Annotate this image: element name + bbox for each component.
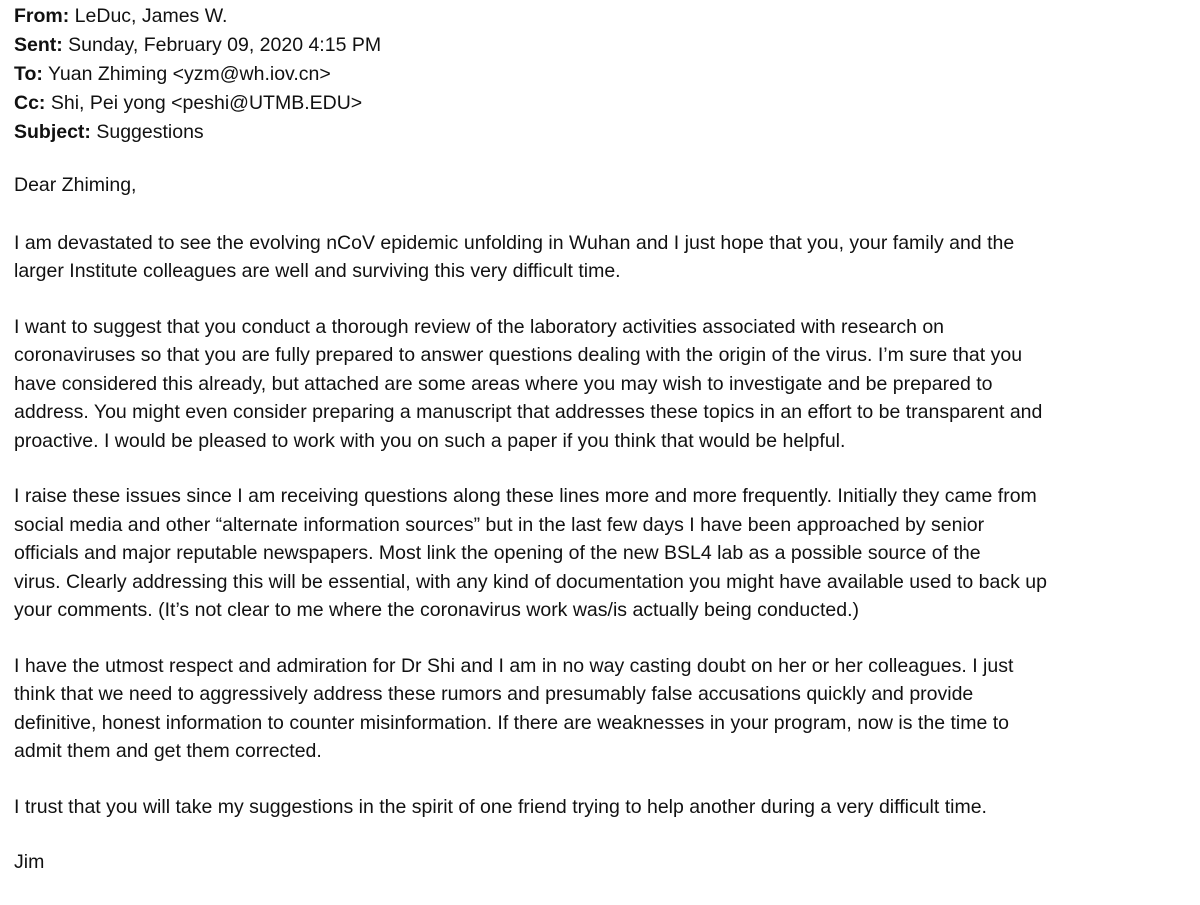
- paragraph-line: think that we need to aggressively address these rumors and presumably false accusations quickly and provide: [14, 683, 974, 705]
- paragraph-line: address. You might even consider preparing a manuscript that addresses these topics in an effort to be transparent and: [14, 401, 1043, 423]
- paragraph-line: I raise these issues since I am receiving questions along these lines more and more frequently. Initially they came from: [14, 485, 1037, 507]
- email-header: [14, 2, 1184, 147]
- from-value: LeDuc, James W.: [74, 5, 228, 27]
- paragraph-5: [14, 793, 1184, 822]
- paragraph-line: have considered this already, but attached are some areas where you may wish to investigate and be prepared to: [14, 372, 993, 395]
- paragraph-line: proactive. I would be pleased to work with you on such a paper if you think that would be helpful.: [14, 429, 846, 452]
- sent-label: Sent:: [14, 34, 63, 56]
- paragraph-line: virus. Clearly addressing this will be essential, with any kind of documentation you might have available used to back up: [14, 570, 1047, 593]
- sent-value: Sunday, February 09, 2020 4:15 PM: [68, 34, 382, 56]
- greeting: [14, 171, 1184, 200]
- paragraph-line: social media and other “alternate information sources” but in the last few days I have been approached by senior: [14, 513, 985, 536]
- paragraph-line: I am devastated to see the evolving nCoV epidemic unfolding in Wuhan and I just hope that you, your family and the: [14, 231, 1015, 254]
- to-value: Yuan Zhiming <yzm@wh.iov.cn>: [47, 63, 331, 85]
- paragraph-line: coronaviruses so that you are fully prepared to answer questions dealing with the origin of the virus. I’m sure that you: [14, 344, 1023, 366]
- paragraph-line: I have the utmost respect and admiration for Dr Shi and I am in no way casting doubt on her or her colleagues. I just: [14, 654, 1014, 677]
- paragraph-3: [14, 482, 1184, 625]
- signature: [14, 848, 1184, 877]
- paragraph-line: larger Institute colleagues are well and surviving this very difficult time.: [14, 260, 621, 282]
- paragraph-line: I want to suggest that you conduct a thorough review of the laboratory activities associated with research on: [14, 315, 945, 338]
- paragraph-4: [14, 652, 1184, 766]
- sent-line: [14, 31, 1184, 60]
- paragraph-line: officials and major reputable newspapers. Most link the opening of the new BSL4 lab as a possible source of the: [14, 542, 981, 564]
- cc-value: Shi, Pei yong <peshi@UTMB.EDU>: [50, 92, 363, 114]
- from-line: [14, 2, 1184, 31]
- paragraph-2: [14, 313, 1184, 456]
- paragraph-line: definitive, honest information to counter misinformation. If there are weaknesses in your program, now is the time to: [14, 711, 1009, 734]
- to-label: To:: [14, 63, 43, 85]
- paragraph-line: I trust that you will take my suggestions in the spirit of one friend trying to help another during a very difficult time.: [14, 795, 987, 818]
- email-body: [14, 171, 1184, 877]
- paragraph-line: your comments. (It’s not clear to me where the coronavirus work was/is actually being conducted.): [14, 599, 860, 621]
- signature-text: Jim: [14, 851, 45, 873]
- to-line: [14, 60, 1184, 89]
- subject-value: Suggestions: [96, 121, 204, 143]
- from-label: From:: [14, 5, 70, 27]
- paragraph-line: admit them and get them corrected.: [14, 740, 322, 762]
- greeting-text: Dear Zhiming,: [14, 174, 137, 196]
- cc-line: [14, 89, 1184, 118]
- paragraph-1: [14, 229, 1184, 286]
- subject-line: [14, 118, 1184, 147]
- subject-label: Subject:: [14, 121, 91, 143]
- cc-label: Cc:: [14, 92, 46, 114]
